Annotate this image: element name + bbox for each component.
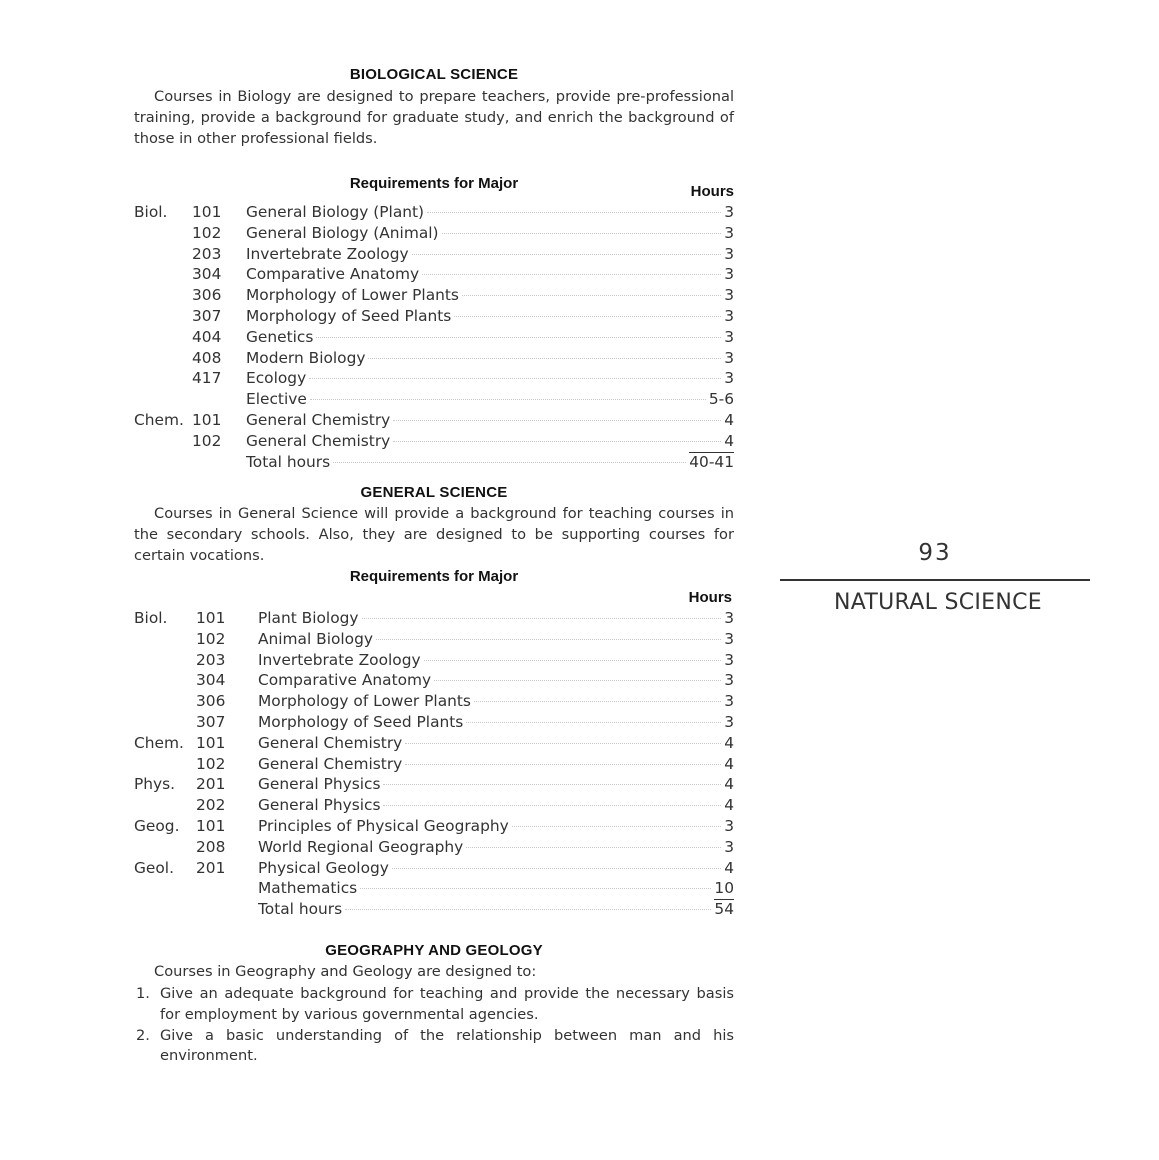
table-row — [134, 327, 734, 348]
course-number-cell: 102 — [192, 431, 222, 450]
biological-science-intro: Courses in Biology are designed to prepare teachers, provide pre-professional training, provide a background for graduate study, and enrich the background of those in other professional fields. — [134, 88, 734, 147]
dept-cell: Biol. — [134, 609, 168, 627]
geography-goals-list — [134, 984, 734, 1067]
course-number-cell: 101 — [196, 816, 226, 835]
course-title: Total hours — [258, 900, 343, 919]
dot-leader — [392, 868, 721, 869]
dot-leader — [405, 764, 721, 765]
course-cell — [258, 733, 734, 754]
course-cell — [258, 691, 734, 712]
hours-cell: 3 — [724, 265, 734, 284]
hours-cell: 4 — [724, 733, 734, 752]
course-cell — [246, 327, 734, 348]
dot-leader — [376, 639, 721, 640]
list-number: 1. — [136, 985, 150, 1002]
bio-course-table — [134, 202, 734, 472]
hours-cell: 5-6 — [708, 390, 734, 409]
table-row — [134, 650, 734, 671]
dot-leader — [442, 233, 722, 234]
course-cell — [258, 774, 734, 795]
course-cell — [258, 816, 734, 837]
table-row — [134, 670, 734, 691]
course-cell — [246, 306, 734, 327]
course-cell — [258, 629, 734, 650]
hours-cell: 3 — [724, 692, 734, 711]
dot-leader — [422, 274, 721, 275]
table-row — [134, 410, 734, 431]
course-number-cell: 307 — [192, 306, 222, 325]
gen-hours-label: Hours — [688, 589, 732, 606]
course-number-cell: 101 — [196, 609, 226, 627]
hours-cell: 3 — [724, 671, 734, 690]
course-cell — [258, 754, 734, 775]
dot-leader — [383, 805, 721, 806]
section-divider — [780, 579, 1090, 581]
hours-cell: 3 — [724, 286, 734, 305]
dot-leader — [512, 826, 721, 827]
dot-leader — [393, 420, 721, 421]
table-row — [134, 774, 734, 795]
course-cell — [258, 670, 734, 691]
course-number-cell: 306 — [196, 692, 226, 711]
course-cell — [246, 348, 734, 369]
course-number-cell: 307 — [196, 712, 226, 731]
dot-leader — [360, 888, 711, 889]
course-number-cell: 102 — [196, 754, 226, 773]
hours-cell: 3 — [724, 223, 734, 242]
dot-leader — [310, 399, 706, 400]
dept-cell: Chem. — [134, 733, 184, 752]
dept-cell: Geol. — [134, 858, 174, 877]
course-title: General Biology (Animal) — [246, 223, 439, 242]
dept-cell: Geog. — [134, 816, 180, 835]
course-cell — [246, 202, 734, 223]
course-title: Invertebrate Zoology — [246, 244, 409, 263]
course-number-cell: 203 — [196, 650, 226, 669]
table-row — [134, 348, 734, 369]
course-title: Morphology of Seed Plants — [258, 712, 464, 731]
table-row — [134, 816, 734, 837]
course-number-cell: 201 — [196, 858, 226, 877]
dot-leader — [466, 722, 721, 723]
table-row — [134, 431, 734, 452]
table-row — [134, 223, 734, 244]
course-title: Elective — [246, 390, 307, 409]
table-row — [134, 837, 734, 858]
dot-leader — [368, 358, 721, 359]
dot-leader — [427, 212, 721, 213]
course-title: Physical Geology — [258, 858, 389, 877]
list-number: 2. — [136, 1026, 150, 1044]
dot-leader — [345, 909, 711, 910]
course-title: General Chemistry — [246, 431, 391, 450]
course-title: Invertebrate Zoology — [258, 650, 421, 669]
course-number-cell: 408 — [192, 348, 222, 367]
course-number-cell: 404 — [192, 327, 222, 346]
table-row — [134, 899, 734, 920]
general-science-intro: Courses in General Science will provide a background for teaching courses in the secondary schools. Also, they are designed to be supporting courses for certain vocations. — [134, 505, 734, 564]
table-row — [134, 795, 734, 816]
table-row — [134, 754, 734, 775]
course-cell — [246, 264, 734, 285]
hours-cell: 3 — [724, 837, 734, 856]
dot-leader — [393, 441, 721, 442]
course-cell — [246, 223, 734, 244]
hours-cell: 3 — [724, 327, 734, 346]
course-number-cell: 102 — [196, 629, 226, 648]
course-cell — [258, 858, 734, 879]
course-title: General Biology (Plant) — [246, 203, 425, 221]
course-title: Plant Biology — [258, 609, 359, 627]
course-title: Morphology of Lower Plants — [246, 286, 459, 305]
table-row — [134, 691, 734, 712]
hours-cell: 3 — [724, 203, 734, 221]
dot-leader — [362, 618, 722, 619]
course-cell — [258, 608, 734, 629]
table-row — [134, 368, 734, 389]
course-cell — [246, 431, 734, 452]
course-number-cell: 102 — [192, 223, 222, 242]
hours-cell: 54 — [714, 900, 734, 919]
course-cell — [258, 837, 734, 858]
dot-leader — [405, 743, 721, 744]
course-number-cell: 306 — [192, 286, 222, 305]
dot-leader — [309, 378, 721, 379]
course-number-cell: 201 — [196, 775, 226, 794]
hours-cell: 40-41 — [689, 452, 734, 471]
hours-cell: 3 — [724, 348, 734, 367]
dept-cell: Biol. — [134, 203, 168, 221]
course-cell — [246, 285, 734, 306]
hours-cell: 3 — [724, 369, 734, 388]
hours-cell: 3 — [724, 816, 734, 835]
course-title: General Chemistry — [258, 733, 403, 752]
dot-leader — [466, 847, 721, 848]
bio-requirements-title: Requirements for Major — [349, 175, 519, 192]
course-title: Comparative Anatomy — [258, 671, 432, 690]
list-text: Give an adequate background for teaching and provide the necessary basis for employment by various governmental agencies. — [160, 985, 734, 1023]
course-number-cell: 202 — [196, 796, 226, 815]
hours-cell: 3 — [724, 244, 734, 263]
hours-cell: 4 — [724, 754, 734, 773]
table-row — [134, 608, 734, 629]
course-title: General Chemistry — [246, 410, 391, 429]
course-cell — [246, 389, 734, 410]
table-row — [134, 306, 734, 327]
table-row — [134, 878, 734, 899]
dot-leader — [462, 295, 721, 296]
course-number-cell: 101 — [196, 733, 226, 752]
course-cell — [246, 452, 734, 473]
hours-cell: 4 — [724, 431, 734, 450]
dot-leader — [454, 316, 721, 317]
gen-course-table — [134, 608, 734, 920]
course-title: Mathematics — [258, 879, 358, 898]
course-number-cell: 101 — [192, 203, 222, 221]
course-number-cell: 101 — [192, 410, 222, 429]
hours-cell: 4 — [724, 796, 734, 815]
course-cell — [258, 795, 734, 816]
course-cell — [258, 878, 734, 899]
dept-cell: Chem. — [134, 410, 184, 429]
course-title: General Physics — [258, 775, 381, 794]
course-cell — [246, 368, 734, 389]
hours-cell: 4 — [724, 775, 734, 794]
hours-cell: 4 — [724, 858, 734, 877]
bio-hours-label: Hours — [690, 183, 734, 200]
table-row — [134, 452, 734, 473]
course-number-cell: 203 — [192, 244, 222, 263]
hours-cell: 10 — [714, 879, 734, 898]
course-cell — [246, 410, 734, 431]
geography-geology-intro: Courses in Geography and Geology are designed to: — [154, 963, 537, 980]
table-row — [134, 264, 734, 285]
course-title: World Regional Geography — [258, 837, 464, 856]
course-title: Genetics — [246, 327, 314, 346]
list-item — [134, 984, 734, 1026]
course-cell — [258, 899, 734, 920]
course-title: Comparative Anatomy — [246, 265, 420, 284]
course-title: Ecology — [246, 369, 307, 388]
course-cell — [258, 712, 734, 733]
table-row — [134, 202, 734, 223]
hours-cell: 3 — [724, 650, 734, 669]
dot-leader — [424, 660, 722, 661]
course-title: Morphology of Lower Plants — [258, 692, 471, 711]
section-title: NATURAL SCIENCE — [834, 590, 1042, 615]
course-number-cell: 417 — [192, 369, 222, 388]
dot-leader — [474, 701, 721, 702]
course-title: Total hours — [246, 452, 331, 471]
course-title: General Chemistry — [258, 754, 403, 773]
gen-requirements-title: Requirements for Major — [349, 568, 519, 585]
hours-cell: 4 — [724, 410, 734, 429]
table-row — [134, 858, 734, 879]
table-row — [134, 244, 734, 265]
course-title: Modern Biology — [246, 348, 366, 367]
course-title: Animal Biology — [258, 629, 373, 648]
table-row — [134, 285, 734, 306]
list-item — [134, 1026, 734, 1068]
course-title: Principles of Physical Geography — [258, 816, 509, 835]
dept-cell: Phys. — [134, 775, 176, 794]
dot-leader — [333, 462, 686, 463]
page-number: 93 — [918, 540, 952, 566]
hours-cell: 3 — [724, 306, 734, 325]
dot-leader — [412, 254, 722, 255]
general-science-heading: GENERAL SCIENCE — [360, 484, 508, 501]
dot-leader — [316, 337, 721, 338]
dot-leader — [434, 680, 721, 681]
geography-geology-heading: GEOGRAPHY AND GEOLOGY — [325, 942, 543, 959]
course-cell — [246, 244, 734, 265]
course-title: General Physics — [258, 796, 381, 815]
biological-science-heading: BIOLOGICAL SCIENCE — [349, 66, 519, 83]
table-row — [134, 629, 734, 650]
course-number-cell: 304 — [196, 671, 226, 690]
list-text: Give a basic understanding of the relationship between man and his environment. — [160, 1026, 734, 1065]
table-row — [134, 712, 734, 733]
hours-cell: 3 — [724, 712, 734, 731]
course-number-cell: 208 — [196, 837, 226, 856]
course-number-cell: 304 — [192, 265, 222, 284]
table-row — [134, 733, 734, 754]
course-title: Morphology of Seed Plants — [246, 306, 452, 325]
table-row — [134, 389, 734, 410]
course-cell — [258, 650, 734, 671]
dot-leader — [383, 784, 721, 785]
hours-cell: 3 — [724, 609, 734, 627]
hours-cell: 3 — [724, 629, 734, 648]
